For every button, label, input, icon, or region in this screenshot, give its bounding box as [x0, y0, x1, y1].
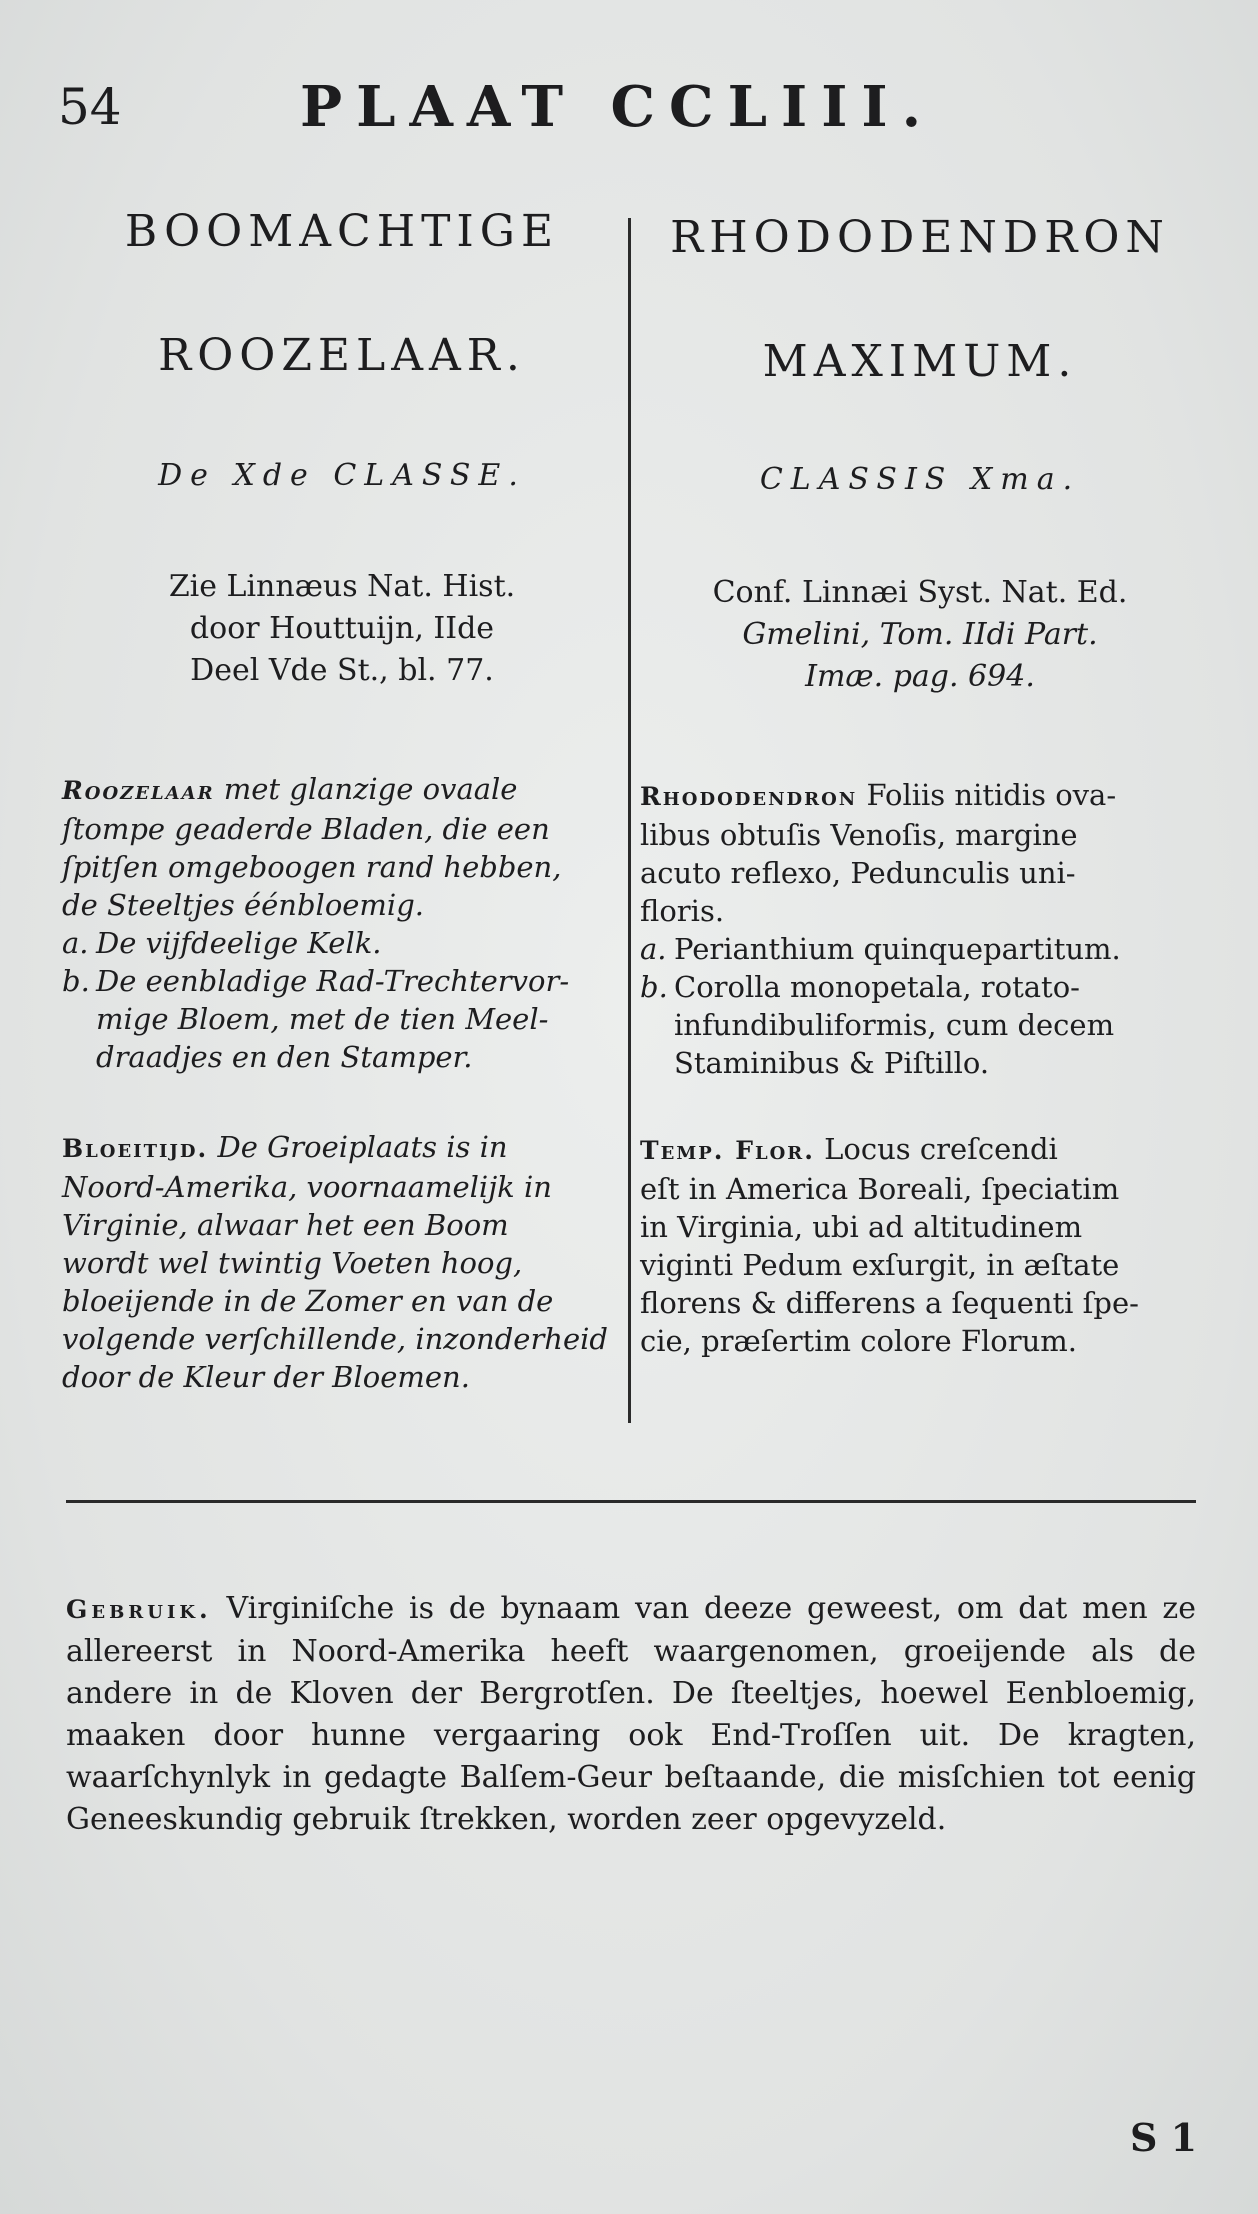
latin-desc-line-2: libus obtuſis Venoſis, margine [640, 818, 1078, 852]
horizontal-rule [66, 1500, 1196, 1503]
dutch-item-b-mark: b. [62, 964, 90, 998]
usage-paragraph [66, 1588, 1196, 1841]
dutch-bloom-line-6: volgende verſchillende, inzonderheid [62, 1322, 608, 1356]
latin-item-a-text: Perianthium quinquepartitum. [674, 932, 1121, 966]
dutch-ref-line-1: Zie Linnæus Nat. Hist. [168, 569, 516, 604]
latin-title-line-2: MAXIMUM. [762, 336, 1078, 387]
latin-temp-line-3: in Virginia, ubi ad altitudinem [640, 1210, 1083, 1244]
dutch-ref-line-3: Deel Vde St., bl. 77. [190, 653, 494, 688]
column-divider [628, 218, 631, 1423]
dutch-desc-line-3: ſpitſen omgeboogen rand hebben, [62, 850, 562, 884]
latin-ref-line-2: Gmelini, Tom. IIdi Part. [742, 617, 1098, 652]
dutch-bloom-line-4: wordt wel twintig Voeten hoog, [62, 1246, 523, 1280]
dutch-bloom-line-1: De Groeiplaats is in [217, 1130, 508, 1164]
dutch-bloom-section [62, 1128, 622, 1396]
latin-temp-lead: Temp. Flor. [640, 1136, 815, 1165]
latin-desc-lead: Rhododendron [640, 782, 858, 811]
printer-signature: S 1 [1130, 2115, 1198, 2160]
usage-text: Virginiſche is de bynaam van deeze geweest, om dat men ze allereerst in Noord-Amerika heeft waargenomen, groeijende als de andere in de Kloven der Bergrotſen. De ſteeltjes, hoewel Eenbloemig, maaken door hunne vergaaring ook End-Troſſen uit. De kragten, waarſchynlyk in gedagte Balſem-Geur beſtaande, die misſchien tot eenig Geneeskundig gebruik ſtrekken, worden zeer opgevyzeld. [66, 1591, 1196, 1837]
dutch-item-b [62, 962, 622, 1076]
dutch-bloom-line-3: Virginie, alwaar het een Boom [62, 1208, 509, 1242]
latin-item-a-mark: a. [640, 932, 667, 966]
dutch-item-a-mark: a. [62, 926, 89, 960]
dutch-bloom-line-2: Noord-Amerika, voornaamelijk in [62, 1170, 552, 1204]
latin-desc-line-3: acuto reflexo, Pedunculis uni- [640, 856, 1076, 890]
dutch-class-line: De Xde CLASSE. [158, 458, 526, 493]
latin-item-b-line-1: Corolla monopetala, rotato- [674, 970, 1080, 1004]
dutch-item-b-line-2: mige Bloem, met de tien Meel- [96, 1002, 549, 1036]
dutch-description [62, 770, 622, 1076]
dutch-title-line-1: BOOMACHTIGE [124, 206, 560, 257]
latin-desc-line-1: Foliis nitidis ova- [866, 778, 1117, 812]
latin-ref-line-1: Conf. Linnæi Syst. Nat. Ed. [712, 575, 1128, 610]
dutch-item-b-line-1: De eenbladige Rad-Trechtervor- [96, 964, 570, 998]
latin-item-b-mark: b. [640, 970, 668, 1004]
dutch-reference [62, 566, 622, 692]
dutch-title-line-2: ROOZELAAR. [158, 330, 526, 381]
latin-ref-line-3: Imæ. pag. 694. [805, 659, 1035, 694]
dutch-desc-lead: Roozelaar [62, 776, 215, 805]
dutch-item-b-line-3: draadjes en den Stamper. [96, 1040, 473, 1074]
dutch-bloom-lead: Bloeitijd. [62, 1134, 209, 1163]
dutch-desc-line-1: met glanzige ovaale [223, 772, 518, 806]
latin-item-b [640, 968, 1200, 1082]
dutch-desc-line-2: ſtompe geaderde Bladen, die een [62, 812, 550, 846]
usage-lead: Gebruik. [66, 1595, 212, 1624]
latin-temp-line-6: cie, præſertim colore Florum. [640, 1324, 1077, 1358]
latin-item-a [640, 930, 1200, 968]
latin-temp-line-4: viginti Pedum exſurgit, in æſtate [640, 1248, 1120, 1282]
latin-reference [640, 572, 1200, 698]
latin-item-b-line-2: infundibuliformis, cum decem [674, 1008, 1115, 1042]
latin-description [640, 776, 1200, 1082]
latin-class-line: CLASSIS Xma. [759, 462, 1081, 497]
dutch-bloom-line-5: bloeijende in de Zomer en van de [62, 1284, 554, 1318]
latin-temp-section [640, 1130, 1200, 1360]
plate-title: PLAAT CCLIII. [300, 74, 936, 140]
page-number: 54 [58, 78, 122, 136]
latin-temp-line-5: florens & differens a ſequenti ſpe- [640, 1286, 1139, 1320]
dutch-ref-line-2: door Houttuijn, IIde [189, 611, 495, 646]
dutch-item-a-text: De vijfdeelige Kelk. [96, 926, 382, 960]
latin-desc-line-4: floris. [640, 894, 725, 928]
latin-temp-line-1: Locus creſcendi [824, 1132, 1058, 1166]
latin-title-line-1: RHODODENDRON [670, 212, 1170, 263]
dutch-item-a [62, 924, 622, 962]
latin-temp-line-2: eſt in America Boreali, ſpeciatim [640, 1172, 1120, 1206]
latin-item-b-line-3: Staminibus & Piſtillo. [674, 1046, 990, 1080]
dutch-bloom-line-7: door de Kleur der Bloemen. [62, 1360, 470, 1394]
dutch-desc-line-4: de Steeltjes éénbloemig. [62, 888, 424, 922]
